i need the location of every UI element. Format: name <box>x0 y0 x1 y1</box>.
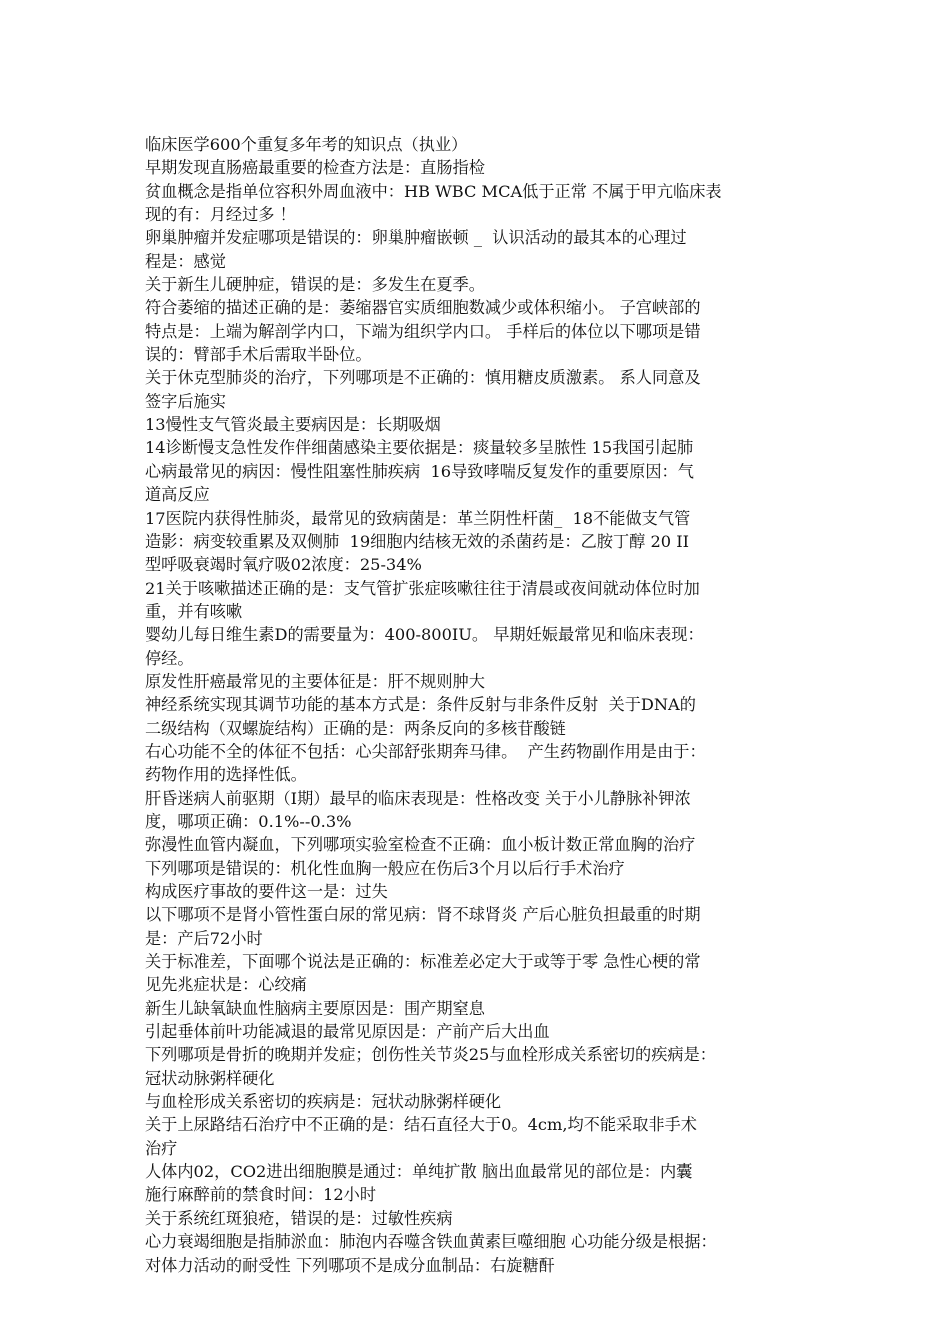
text-line: 早期发现直肠癌最重要的检查方法是：直肠指检 <box>145 158 485 178</box>
text-line: 对体力活动的耐受性 下列哪项不是成分血制品：右旋糖酐 <box>145 1255 555 1275</box>
text-line: 原发性肝癌最常见的主要体征是：肝不规则肿大 <box>145 671 485 691</box>
text-line: 造影：病变较重累及双侧肺 19细胞内结核无效的杀菌药是：乙胺丁醇 20 II <box>145 531 690 551</box>
text-line: 符合萎缩的描述正确的是：萎缩器官实质细胞数减少或体积缩小。 子宫峡部的 <box>145 298 701 318</box>
text-line: 引起垂体前叶功能减退的最常见原因是：产前产后大出血 <box>145 1022 550 1042</box>
text-line: 道高反应 <box>145 485 210 505</box>
text-line: 新生儿缺氧缺血性脑病主要原因是：围产期窒息 <box>145 998 485 1018</box>
text-line: 心力衰竭细胞是指肺淤血：肺泡内吞噬含铁血黄素巨噬细胞 心功能分级是根据： <box>145 1232 717 1252</box>
text-line: 程是：感觉 <box>145 251 226 271</box>
text-line: 现的有：月经过多 ！ <box>145 205 296 225</box>
text-line: 与血栓形成关系密切的疾病是：冠状动脉粥样硬化 <box>145 1092 502 1112</box>
text-line: 人体内02，CO2进出细胞膜是通过：单纯扩散 脑出血最常见的部位是：内囊 <box>145 1162 693 1182</box>
text-line: 治疗 <box>145 1138 178 1158</box>
text-line: 误的：臂部手术后需取半卧位。 <box>145 345 372 365</box>
text-line: 贫血概念是指单位容积外周血液中：HB WBC MCA低于正常 不属于甲亢临床表 <box>145 181 722 201</box>
text-line: 停经。 <box>145 648 194 668</box>
document-body <box>145 133 813 1277</box>
text-line: 特点是：上端为解剖学内口，下端为组织学内口。 手样后的体位以下哪项是错 <box>145 321 701 341</box>
text-line: 二级结构（双螺旋结构）正确的是：两条反向的多核苷酸链 <box>145 718 566 738</box>
text-line: 右心功能不全的体征不包括：心尖部舒张期奔马律。 产生药物副作用是由于： <box>145 741 706 761</box>
text-line: 下列哪项是骨折的晚期并发症；创伤性关节炎25与血栓形成关系密切的疾病是： <box>145 1045 716 1065</box>
text-line: 21关于咳嗽描述正确的是：支气管扩张症咳嗽往往于清晨或夜间就动体位时加 <box>145 578 700 598</box>
text-line: 重，并有咳嗽 <box>145 601 243 621</box>
text-line: 关于新生儿硬肿症，错误的是：多发生在夏季。 <box>145 275 485 295</box>
text-line: 肝昏迷病人前驱期（I期）最早的临床表现是：性格改变 关于小儿静脉补钾浓 <box>145 788 691 808</box>
text-line: 关于休克型肺炎的治疗，下列哪项是不正确的：慎用糖皮质激素。 系人同意及 <box>145 368 701 388</box>
text-line: 型呼吸衰竭时氧疗吸02浓度：25-34% <box>145 555 422 575</box>
text-line: 签字后施实 <box>145 391 226 411</box>
text-line: 弥漫性血管内凝血，下列哪项实验室检查不正确：血小板计数正常血胸的治疗 <box>145 835 696 855</box>
text-line: 度，哪项正确：0.1%--0.3% <box>145 811 352 831</box>
text-line: 施行麻醉前的禁食时间：12小时 <box>145 1185 377 1205</box>
text-line: 卵巢肿瘤并发症哪项是错误的：卵巢肿瘤嵌顿 _ 认识活动的最其本的心理过 <box>145 228 687 248</box>
text-line: 见先兆症状是：心绞痛 <box>145 975 307 995</box>
text-line: 构成医疗事故的要件这一是：过失 <box>145 882 388 901</box>
text-line: 14诊断慢支急性发作伴细菌感染主要依据是：痰量较多呈脓性 15我国引起肺 <box>145 438 694 458</box>
text-line: 下列哪项是错误的：机化性血胸一般应在伤后3个月以后行手术治疗 <box>145 858 625 878</box>
text-line: 药物作用的选择性低。 <box>145 765 307 785</box>
text-line: 关于系统红斑狼疮，错误的是：过敏性疾病 <box>145 1208 453 1228</box>
text-line: 婴幼儿每日维生素D的需要量为：400-800IU。 早期妊娠最常见和临床表现： <box>145 625 704 645</box>
text-line: 是：产后72小时 <box>145 928 263 948</box>
text-line: 以下哪项不是肾小管性蛋白尿的常见病：肾不球肾炎 产后心脏负担最重的时期 <box>145 905 701 925</box>
text-line: 关于标准差，下面哪个说法是正确的：标准差必定大于或等于零 急性心梗的常 <box>145 952 701 972</box>
text-line: 冠状动脉粥样硬化 <box>145 1068 275 1088</box>
text-line: 13慢性支气管炎最主要病因是：长期吸烟 <box>145 415 441 435</box>
text-line: 17医院内获得性肺炎，最常见的致病菌是：革兰阴性杆菌_ 18不能做支气管 <box>145 508 691 528</box>
text-line: 心病最常见的病因：慢性阻塞性肺疾病 16导致哮喘反复发作的重要原因：气 <box>145 461 694 481</box>
document-title: 临床医学600个重复多年考的知识点（执业） <box>145 135 468 154</box>
text-line: 神经系统实现其调节功能的基本方式是：条件反射与非条件反射 关于DNA的 <box>145 695 696 715</box>
text-line: 关于上尿路结石治疗中不正确的是：结石直径大于0。4cm,均不能采取非手术 <box>145 1115 697 1135</box>
